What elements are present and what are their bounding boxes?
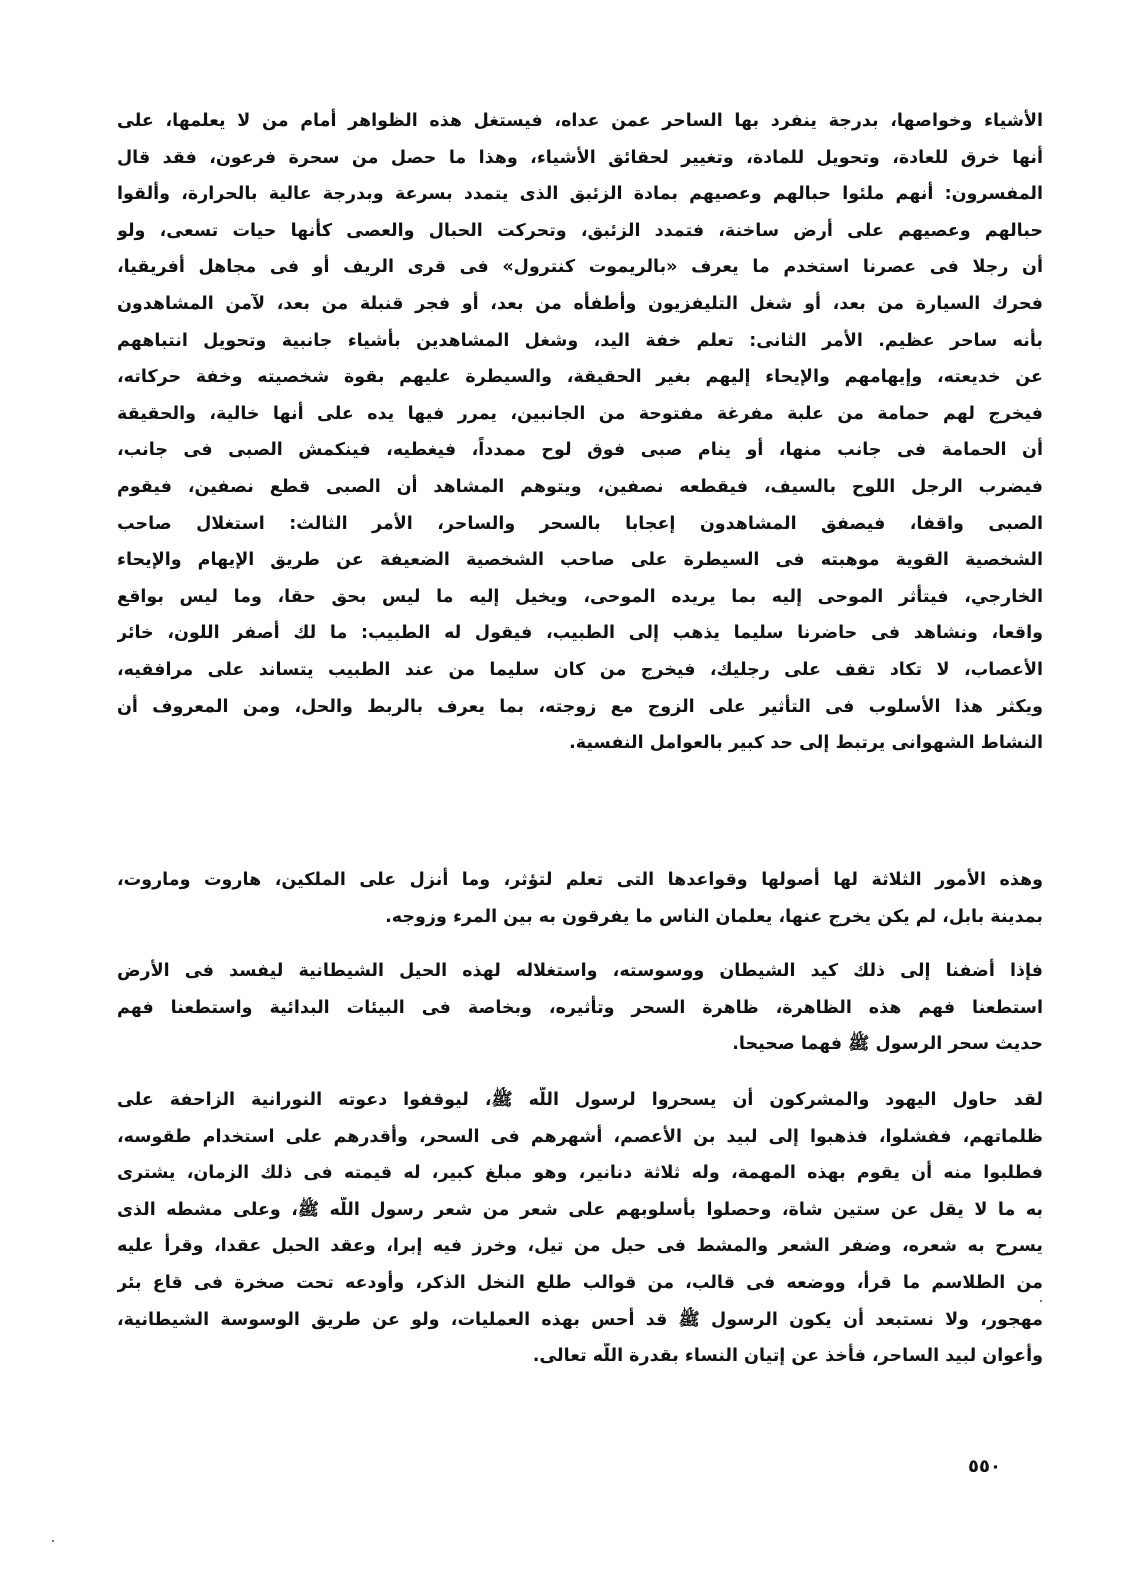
text-line: من الطلاسم ما قرأ، ووضعه فى قالب، من قوالب طلع النخل الذكر، وأودعه تحت صخرة فى قاع بئر [117, 1273, 1043, 1293]
text-line: أن رجلا فى عصرنا استخدم ما يعرف «بالريموت كنترول» فى قرى الريف أو فى مجاهل أفريقيا، [117, 257, 1043, 278]
text-line: فيضرب الرجل اللوح بالسيف، فيقطعه نصفين، ويتوهم المشاهد أن الصبى قطع نصفين، فيقوم [117, 477, 1043, 497]
scan-speck [1040, 1300, 1042, 1302]
page-number: ٥٥٠ [968, 1456, 1001, 1477]
text-line: ويكثر هذا الأسلوب فى التأثير على الزوج مع زوجته، بما يعرف بالربط والحل، ومن المعروف أن [117, 696, 1043, 717]
text-line: الخارجي، فيتأثر الموحى إليه بما يريده الموحى، ويخيل إليه ما ليس بحق حقا، وما ليس بواقع [117, 586, 1043, 607]
text-line: به ما لا يقل عن ستين شاة، وحصلوا بأسلوبهم على شعر من شعر رسول اللّه ﷺ، وعلى مشطه الذى [117, 1199, 1043, 1220]
text-line: ظلماتهم، ففشلوا، فذهبوا إلى لبيد بن الأعصم، أشهرهم فى السحر، وأقدرهم على استخدام طقوسه، [117, 1126, 1043, 1147]
text-line: فطلبوا منه أن يقوم بهذه المهمة، وله ثلاثة دنانير، وهو مبلغ كبير، له قيمته فى ذلك الزمان، يشترى [117, 1163, 1043, 1184]
text-line: الأعصاب، لا تكاد تقف على رجليك، فيخرج من كان سليما من عند الطبيب يتساند على مرافقيه، [117, 660, 1043, 680]
text-line: الصبى واقفا، فيصفق المشاهدون إعجابا بالسحر والساحر، الأمر الثالث: استغلال صاحب [117, 513, 1043, 534]
text-line: فإذا أضفنا إلى ذلك كيد الشيطان ووسوسته، واستغلاله لهذه الحيل الشيطانية ليفسد فى الأرض [117, 961, 1043, 981]
text-line: المفسرون: أنهم ملئوا حبالهم وعصيهم بمادة الزئبق الذى يتمدد بسرعة وبدرجة عالية بالحرارة، وألقوا [117, 184, 1043, 205]
text-line: وأعوان لبيد الساحر، فأخذ عن إتيان النساء بقدرة اللّه تعالى. [532, 1346, 1043, 1367]
text-line: استطعنا فهم هذه الظاهرة، ظاهرة السحر وتأثيره، وبخاصة فى البيئات البدائية واستطعنا فهم [117, 997, 1043, 1018]
text-line: واقعا، ونشاهد فى حاضرنا سليما يذهب إلى الطبيب، فيقول له الطبيب: ما لك أصفر اللون، خائر [117, 623, 1043, 644]
text-line: فيخرج لهم حمامة من علبة مفرغة مفتوحة من الجانبين، يمرر فيها يده على أنها خالية، والحقيقة [117, 403, 1043, 424]
text-line: بأنه ساحر عظيم. الأمر الثانى: تعلم خفة اليد، وشغل المشاهدين بأشياء جانبية وتحويل انتباههم [117, 330, 1043, 351]
text-line: لقد حاول اليهود والمشركون أن يسحروا لرسول اللّه ﷺ، ليوقفوا دعوته النورانية الزاحفة على [117, 1090, 1043, 1110]
text-line: بمدينة بابل، لم يكن يخرج عنها، يعلمان الناس ما يفرقون به بين المرء وزوجه. [385, 906, 1043, 927]
text-line: الشخصية القوية موهبته فى السيطرة على صاحب الشخصية الضعيفة عن طريق الإيهام والإيحاء [117, 550, 1043, 571]
text-line: يسرح به شعره، وضفر الشعر والمشط فى حبل من تيل، وخرز فيه إبرا، وعقد الحبل عقدا، وقرأ عليه [117, 1236, 1043, 1257]
text-line: النشاط الشهوانى يرتبط إلى حد كبير بالعوامل النفسية. [569, 733, 1043, 754]
text-line: حديث سحر الرسول ﷺ فهما صحيحا. [732, 1034, 1043, 1055]
text-line: أنها خرق للعادة، وتحويل للمادة، وتغيير لحقائق الأشياء، وهذا ما حصل من سحرة فرعون، فقد قال [117, 147, 1043, 168]
text-line: أن الحمامة فى جانب منها، أو ينام صبى فوق لوح ممدداً، فيغطيه، فينكمش الصبى فى جانب، [117, 440, 1043, 461]
text-line: فحرك السيارة من بعد، أو شغل التليفزيون وأطفأه من بعد، أو فجر قنبلة من بعد، لآمن المشاهدون [117, 294, 1043, 314]
text-line: الأشياء وخواصها، بدرجة ينفرد بها الساحر عمن عداه، فيستغل هذه الظواهر أمام من لا يعلمها، على [117, 111, 1043, 131]
text-line: مهجور، ولا نستبعد أن يكون الرسول ﷺ قد أحس بهذه العمليات، ولو عن طريق الوسوسة الشيطانية، [117, 1309, 1043, 1330]
text-line: عن خديعته، وإيهامهم والإيحاء إليهم بغير الحقيقة، والسيطرة عليهم بقوة شخصيته وخفة حركاته، [117, 367, 1043, 388]
text-line: وهذه الأمور الثلاثة لها أصولها وقواعدها التى تعلم لتؤثر، وما أنزل على الملكين، هاروت وماروت، [117, 870, 1043, 890]
scan-speck [52, 1540, 54, 1542]
text-line: حبالهم وعصيهم على أرض ساخنة، فتمدد الزئبق، وتحركت الحبال والعصى كأنها حيات تسعى، ولو [117, 220, 1043, 241]
